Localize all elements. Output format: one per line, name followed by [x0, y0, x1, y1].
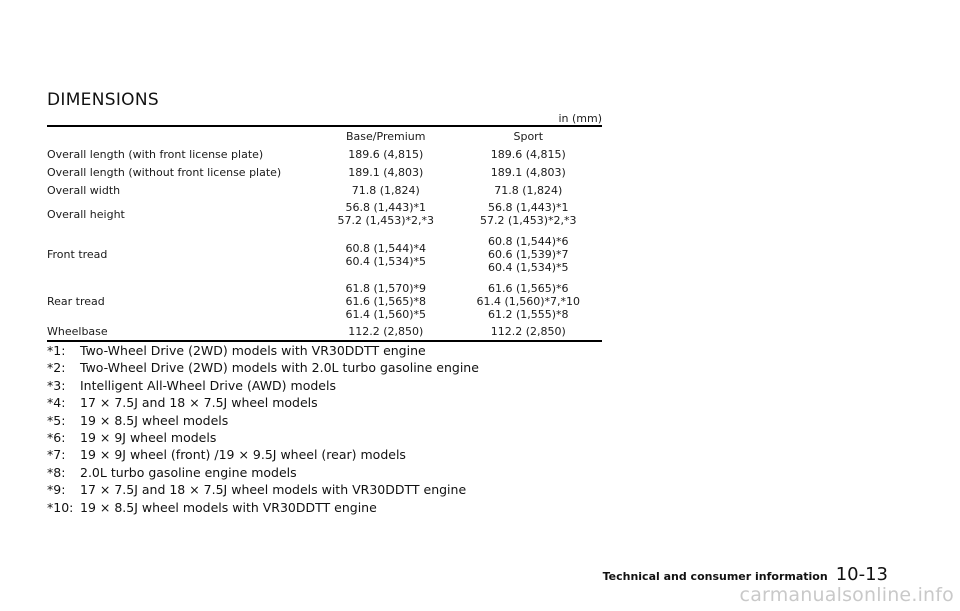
- base-value: [317, 229, 455, 280]
- units-label: in (mm): [558, 112, 602, 125]
- value-line: 60.6 (1,539)*7: [487, 248, 569, 261]
- footnote: [47, 377, 479, 394]
- row-label: Front tread: [47, 248, 108, 261]
- row-label: Overall width: [47, 183, 121, 197]
- value-line: 61.2 (1,555)*8: [487, 308, 569, 321]
- sport-value: [455, 163, 603, 181]
- footnote-text: 17 × 7.5J and 18 × 7.5J wheel models: [80, 395, 318, 411]
- footnote: [47, 412, 479, 429]
- value-line: 61.8 (1,570)*9: [345, 282, 427, 295]
- value-line: 71.8 (1,824): [351, 183, 420, 197]
- dimensions-table: [47, 125, 602, 342]
- base-value: [317, 199, 455, 229]
- footnote-text: Two-Wheel Drive (2WD) models with VR30DDTT engine: [80, 343, 426, 358]
- footnote-mark: *9:: [47, 482, 66, 498]
- value-line: 56.8 (1,443)*1: [487, 201, 569, 214]
- footnote-mark: *7:: [47, 447, 66, 463]
- footnote-text: 2.0L turbo gasoline engine models: [80, 464, 297, 480]
- value-line: 61.4 (1,560)*7,*10: [476, 295, 581, 308]
- footnote-text: Intelligent All-Wheel Drive (AWD) models: [80, 377, 336, 393]
- table-row: [47, 145, 602, 163]
- row-label: Overall length (with front license plate): [47, 147, 264, 161]
- value-line: 57.2 (1,453)*2,*3: [337, 214, 435, 227]
- table-row: [47, 280, 602, 323]
- row-label: Rear tread: [47, 295, 105, 308]
- value-line: 61.4 (1,560)*5: [345, 308, 427, 321]
- page-number: 10-13: [835, 564, 888, 585]
- value-line: 112.2 (2,850): [348, 325, 424, 338]
- footnote-mark: *6:: [47, 430, 66, 446]
- base-value: [317, 145, 455, 163]
- value-line: 60.8 (1,544)*6: [487, 235, 569, 248]
- row-label: Wheelbase: [47, 325, 108, 338]
- value-line: 112.2 (2,850): [490, 325, 566, 338]
- footnote: [47, 429, 479, 446]
- value-line: 57.2 (1,453)*2,*3: [479, 214, 577, 227]
- footnote-text: Two-Wheel Drive (2WD) models with 2.0L turbo gasoline engine: [80, 360, 479, 376]
- footnote-mark: *3:: [47, 377, 66, 393]
- value-line: 189.6 (4,815): [490, 147, 566, 161]
- value-line: 189.6 (4,815): [348, 147, 424, 161]
- table-row: [47, 181, 602, 199]
- value-line: 71.8 (1,824): [494, 183, 563, 197]
- base-value: [317, 323, 455, 341]
- base-value: [317, 280, 455, 323]
- value-line: 56.8 (1,443)*1: [345, 201, 427, 214]
- footnote-mark: *2:: [47, 360, 66, 376]
- footnote: [47, 446, 479, 463]
- page-footer: [603, 564, 888, 585]
- value-line: 60.4 (1,534)*5: [487, 261, 569, 274]
- column-header-base-premium: Base/Premium: [346, 129, 426, 143]
- footnote-text: 19 × 9J wheel (front) /19 × 9.5J wheel (rear) models: [80, 447, 406, 463]
- section-title: Technical and consumer information: [602, 570, 828, 583]
- footnote-mark: *8:: [47, 464, 66, 480]
- column-header-blank: [47, 126, 317, 145]
- base-value: [317, 163, 455, 181]
- footnote-mark: *1:: [47, 343, 66, 358]
- footnote-mark: *4:: [47, 395, 66, 411]
- page-title: DIMENSIONS: [47, 90, 159, 110]
- footnotes: [47, 342, 479, 516]
- footnote: [47, 342, 479, 359]
- value-line: 61.6 (1,565)*8: [345, 295, 427, 308]
- footnote-text: 19 × 8.5J wheel models: [80, 412, 229, 428]
- table-row: [47, 323, 602, 341]
- value-line: 60.8 (1,544)*4: [345, 241, 427, 255]
- watermark-text: carmanualsonline.info: [739, 584, 954, 606]
- row-label: Overall length (without front license plate): [47, 165, 282, 179]
- footnote-text: 19 × 9J wheel models: [80, 430, 217, 446]
- table-row: [47, 229, 602, 280]
- value-line: 61.6 (1,565)*6: [487, 282, 569, 295]
- footnote: [47, 359, 479, 376]
- sport-value: [455, 181, 603, 199]
- footnote-mark: *5:: [47, 412, 66, 428]
- footnote: [47, 464, 479, 481]
- table-row: [47, 163, 602, 181]
- value-line: 189.1 (4,803): [490, 165, 566, 179]
- footnote-text: 17 × 7.5J and 18 × 7.5J wheel models with VR30DDTT engine: [80, 482, 467, 498]
- footnote: [47, 394, 479, 411]
- footnote: [47, 499, 479, 516]
- row-label: Overall height: [47, 207, 125, 221]
- sport-value: [455, 145, 603, 163]
- sport-value: [455, 280, 603, 323]
- column-header-sport: Sport: [513, 129, 544, 143]
- base-value: [317, 181, 455, 199]
- sport-value: [455, 199, 603, 229]
- value-line: 189.1 (4,803): [348, 165, 424, 179]
- sport-value: [455, 323, 603, 341]
- value-line: 60.4 (1,534)*5: [345, 254, 427, 268]
- sport-value: [455, 229, 603, 280]
- table-row: [47, 199, 602, 229]
- dimensions-table-body: [47, 145, 602, 341]
- footnote-mark: *10:: [47, 499, 74, 515]
- footnote: [47, 481, 479, 498]
- footnote-text: 19 × 8.5J wheel models with VR30DDTT engine: [80, 499, 377, 515]
